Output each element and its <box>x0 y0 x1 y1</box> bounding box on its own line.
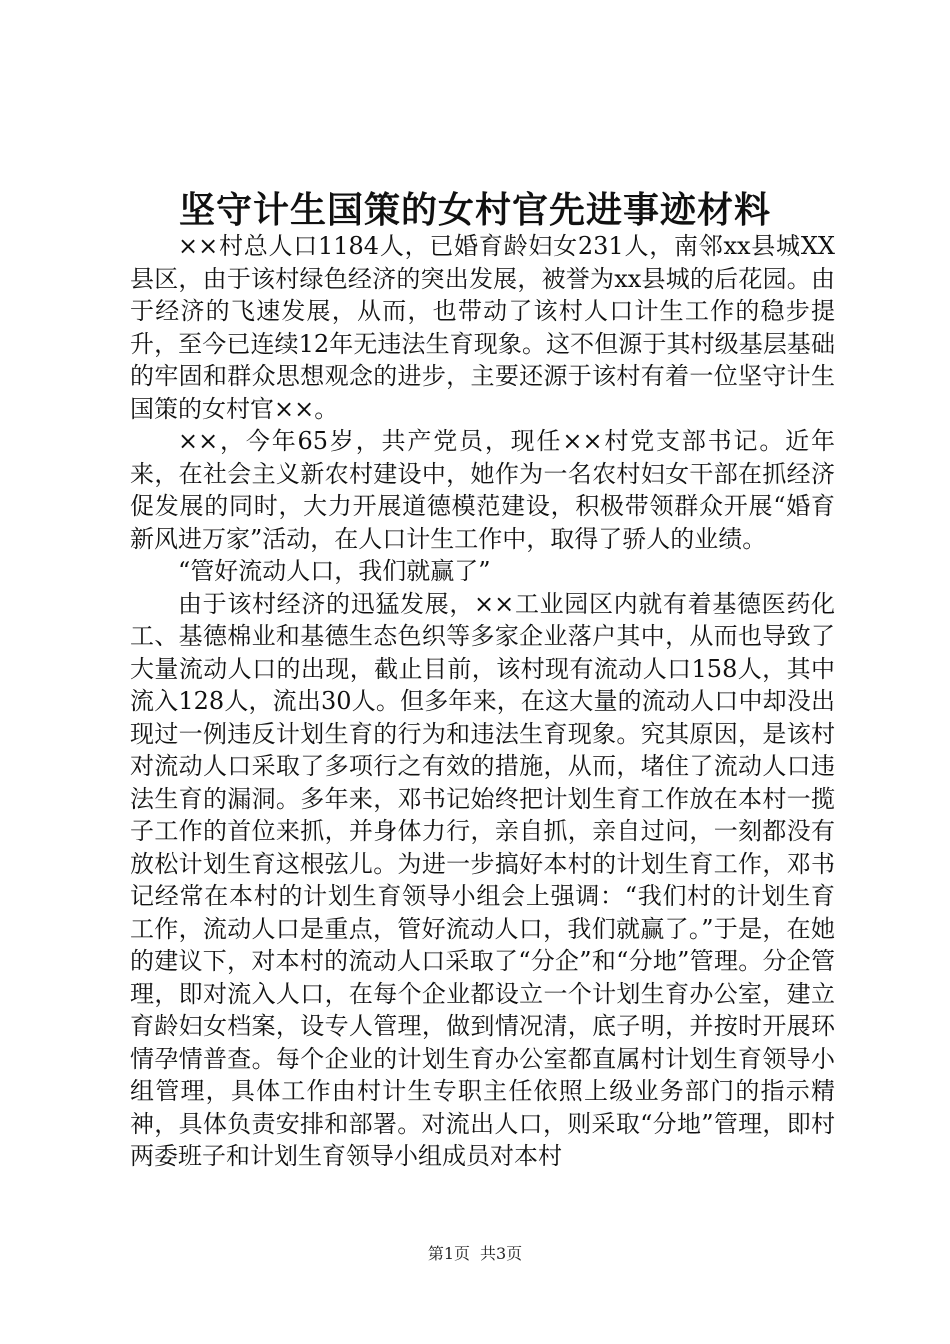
page-footer <box>0 1242 950 1266</box>
document-title: 坚守计生国策的女村官先进事迹材料 <box>178 189 771 231</box>
document-body <box>130 230 835 1173</box>
page-number: 第1页 <box>427 1244 470 1263</box>
paragraph-profile: ××，今年65岁，共产党员，现任××村党支部书记。近年来，在社会主义新农村建设中，她作为一名农村妇女干部在抓经济促发展的同时，大力开展道德模范建设，积极带领群众开展“婚育新风进万家”活动，在人口计生工作中，取得了骄人的业绩。 <box>130 427 835 553</box>
page-total: 共3页 <box>480 1244 523 1263</box>
section-heading: “管好流动人口，我们就赢了” <box>178 557 491 585</box>
paragraph-intro: ××村总人口1184人，已婚育龄妇女231人，南邻xx县城XX县区，由于该村绿色经济的突出发展，被誉为xx县城的后花园。由于经济的飞速发展，从而，也带动了该村人口计生工作的稳步提升，至今已连续12年无违法生育现象。这不但源于其村级基层基础的牢固和群众思想观念的进步，主要还源于该村有着一位坚守计生国策的女村官××。 <box>130 232 835 423</box>
paragraph-floating-population: 由于该村经济的迅猛发展，××工业园区内就有着基德医药化工、基德棉业和基德生态色织等多家企业落户其中，从而也导致了大量流动人口的出现，截止目前，该村现有流动人口158人，其中流入128人，流出30人。但多年来，在这大量的流动人口中却没出现过一例违反计划生育的行为和违法生育现象。究其原因，是该村对流动人口采取了多项行之有效的措施，从而，堵住了流动人口违法生育的漏洞。多年来，邓书记始终把计划生育工作放在本村一揽子工作的首位来抓，并身体力行，亲自抓，亲自过问，一刻都没有放松计划生育这根弦儿。为进一步搞好本村的计划生育工作，邓书记经常在本村的计划生育领导小组会上强调：“我们村的计划生育工作，流动人口是重点，管好流动人口，我们就赢了。”于是，在她的建议下，对本村的流动人口采取了“分企”和“分地”管理。分企管理，即对流入人口，在每个企业都设立一个计划生育办公室，建立育龄妇女档案，设专人管理，做到情况清，底子明，并按时开展环情孕情普查。每个企业的计划生育办公室都直属村计划生育领导小组管理，具体工作由村计生专职主任依照上级业务部门的指示精神，具体负责安排和部署。对流出人口，则采取“分地”管理，即村两委班子和计划生育领导小组成员对本村 <box>130 589 835 1170</box>
